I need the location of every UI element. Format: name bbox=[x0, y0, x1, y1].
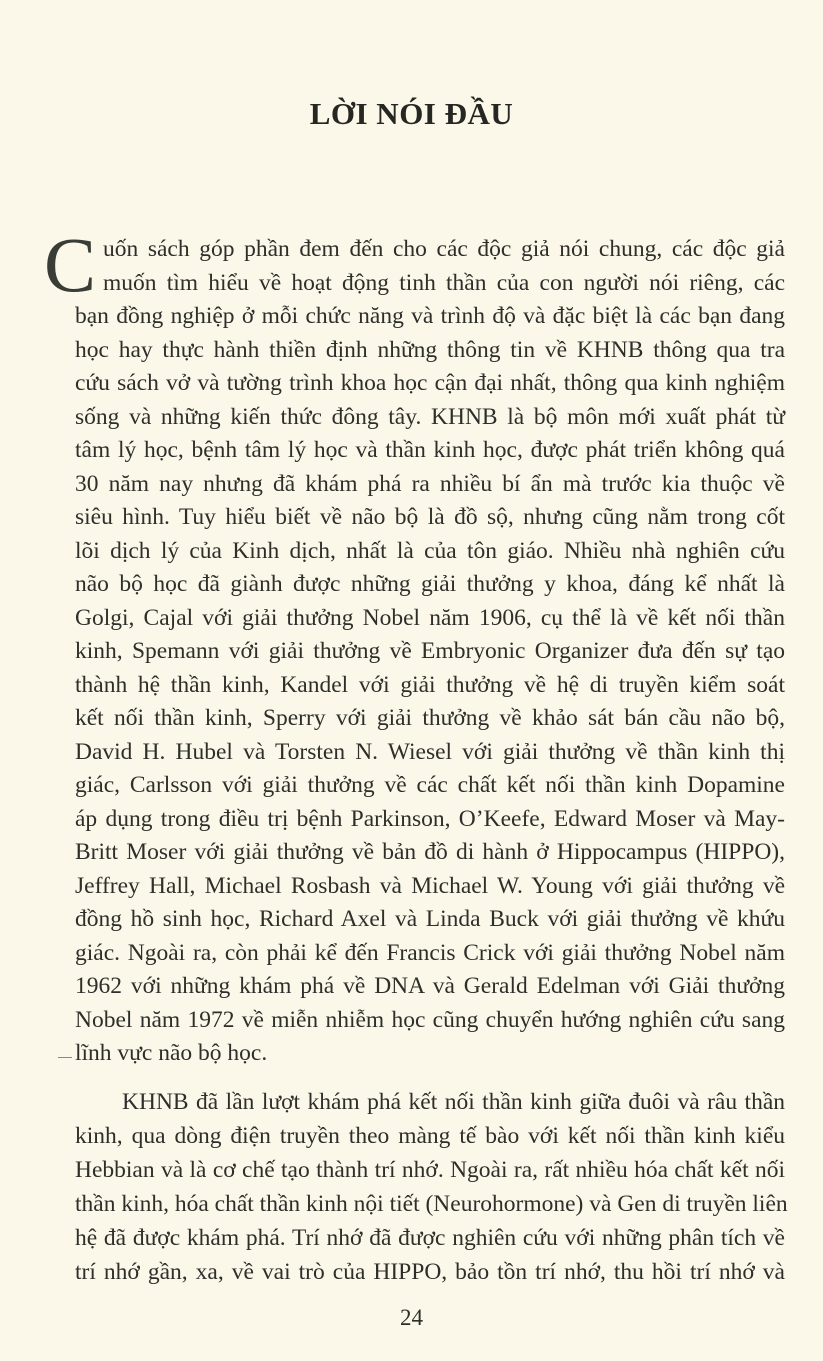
text-line: sống và những kiến thức đông tây. KHNB là bộ môn mới xuất phát từ bbox=[75, 403, 785, 430]
text-line: David H. Hubel và Torsten N. Wiesel với giải thưởng về thần kinh thị bbox=[75, 738, 785, 765]
text-line: Jeffrey Hall, Michael Rosbash và Michael W. Young với giải thưởng về bbox=[75, 872, 785, 899]
text-line: lĩnh vực não bộ học. bbox=[75, 1040, 268, 1066]
text-line: giác, Carlsson với giải thưởng về các chất kết nối thần kinh Dopamine bbox=[75, 772, 785, 798]
text-line: Golgi, Cajal với giải thưởng Nobel năm 1906, cụ thể là về kết nối thần bbox=[75, 604, 785, 631]
text-line: 30 năm nay nhưng đã khám phá ra nhiều bí ẩn mà trước kia thuộc về bbox=[75, 470, 785, 497]
text-line: 1962 với những khám phá về DNA và Gerald Edelman với Giải thưởng bbox=[75, 973, 785, 999]
text-line: kinh, Spemann với giải thưởng về Embryonic Organizer đưa đến sự tạo bbox=[75, 638, 785, 664]
text-line: uốn sách góp phần đem đến cho các độc giả nói chung, các độc giả bbox=[103, 236, 785, 262]
text-line: muốn tìm hiểu về hoạt động tinh thần của con người nói riêng, các bbox=[103, 269, 785, 296]
text-line: đồng hồ sinh học, Richard Axel và Linda Buck với giải thưởng về khứu bbox=[75, 906, 785, 932]
text-line: KHNB đã lần lượt khám phá kết nối thần kinh giữa đuôi và râu thần bbox=[122, 1089, 785, 1115]
text-line: bạn đồng nghiệp ở mỗi chức năng và trình độ và đặc biệt là các bạn đang bbox=[75, 303, 785, 329]
margin-mark bbox=[58, 1057, 72, 1058]
text-line: hệ đã được khám phá. Trí nhớ đã được nghiên cứu với những phân tích về bbox=[75, 1225, 785, 1251]
page-title: LỜI NÓI ĐẦU bbox=[309, 96, 514, 131]
text-line: Nobel năm 1972 về miễn nhiễm học cũng chuyển hướng nghiên cứu sang bbox=[75, 1006, 785, 1033]
text-line: trí nhớ gần, xa, về vai trò của HIPPO, bảo tồn trí nhớ, thu hồi trí nhớ và bbox=[75, 1259, 785, 1285]
text-line: não bộ học đã giành được những giải thưởng y khoa, đáng kể nhất là bbox=[75, 571, 785, 597]
text-line: Britt Moser với giải thưởng về bản đồ di hành ở Hippocampus (HIPPO), bbox=[75, 839, 785, 865]
text-line: học hay thực hành thiền định những thông tin về KHNB thông qua tra bbox=[75, 336, 785, 363]
text-line: tâm lý học, bệnh tâm lý học và thần kinh học, được phát triển không quá bbox=[75, 437, 785, 463]
drop-cap: C bbox=[44, 221, 97, 308]
text-line: thành hệ thần kinh, Kandel với giải thưởng về hệ di truyền kiểm soát bbox=[75, 671, 785, 698]
text-line: siêu hình. Tuy hiểu biết về não bộ là đồ sộ, nhưng cũng nằm trong cốt bbox=[75, 504, 785, 530]
text-line: thần kinh, hóa chất thần kinh nội tiết (Neurohormone) và Gen di truyền liên bbox=[75, 1191, 788, 1217]
text-line: kinh, qua dòng điện truyền theo màng tế bào với kết nối thần kinh kiểu bbox=[75, 1123, 785, 1149]
text-line: Hebbian và là cơ chế tạo thành trí nhớ. Ngoài ra, rất nhiều hóa chất kết nối bbox=[75, 1157, 785, 1183]
text-line: áp dụng trong điều trị bệnh Parkinson, O’Keefe, Edward Moser và May- bbox=[75, 805, 785, 832]
text-line: lõi dịch lý của Kinh dịch, nhất là của tôn giáo. Nhiều nhà nghiên cứu bbox=[75, 537, 785, 564]
text-line: cứu sách vở và tường trình khoa học cận đại nhất, thông qua kinh nghiệm bbox=[75, 370, 785, 396]
page-number: 24 bbox=[400, 1305, 423, 1330]
text-line: kết nối thần kinh, Sperry với giải thưởng về khảo sát bán cầu não bộ, bbox=[75, 705, 785, 731]
text-line: giác. Ngoài ra, còn phải kể đến Francis Crick với giải thưởng Nobel năm bbox=[75, 939, 785, 966]
